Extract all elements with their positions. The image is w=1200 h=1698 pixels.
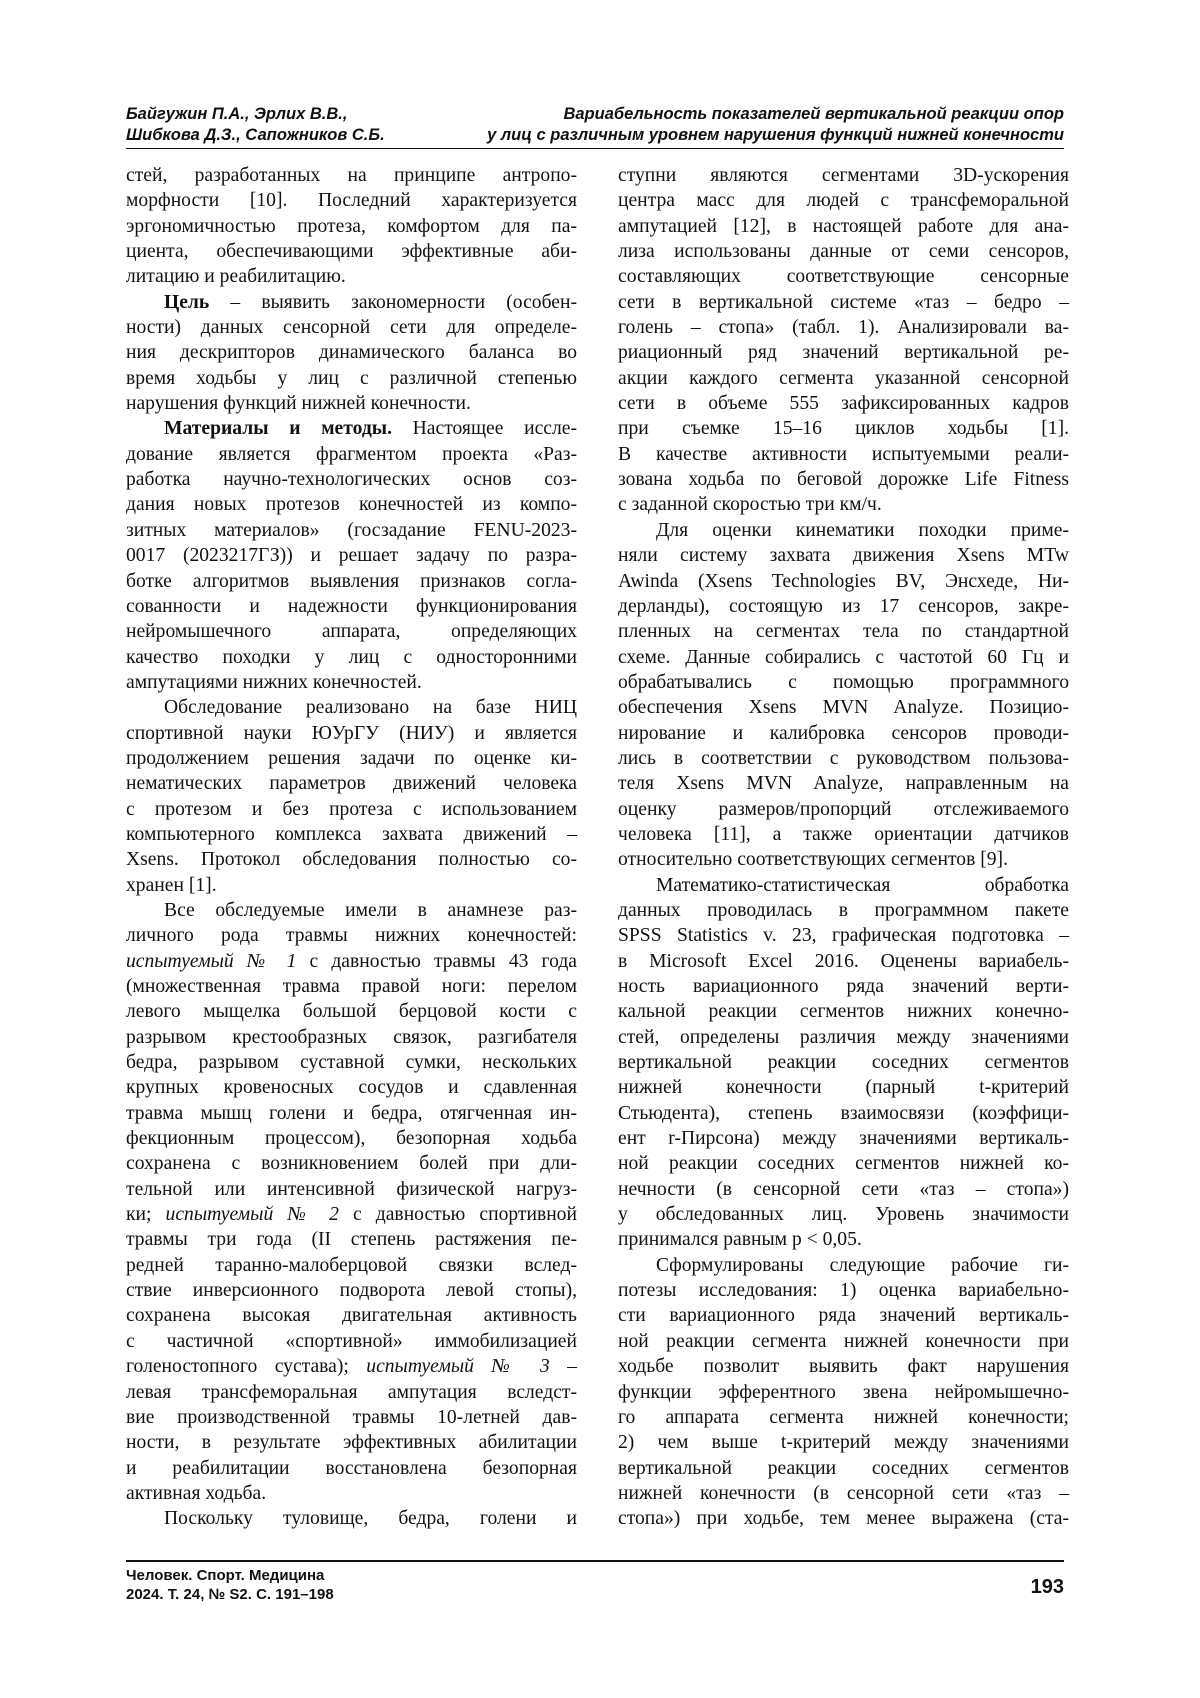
text-line-content: голеностопного сустава); — [126, 1356, 349, 1378]
text-line: сохранена высокая двигательная активность — [126, 1305, 577, 1327]
text-line: дерланды), состоящую из 17 сенсоров, закре- — [618, 595, 1069, 617]
text-line: потезы исследования: 1) оценка вариабельно- — [618, 1280, 1069, 1302]
text-line: данных проводилась в программном пакете — [618, 899, 1069, 921]
text-line: Awinda (Xsens Technologies BV, Энсхеде, Ни- — [618, 570, 1069, 592]
text-line: нечности (в сенсорной сети «таз – стопа») — [618, 1178, 1069, 1200]
text-line: дование является фрагментом проекта «Раз- — [126, 443, 577, 465]
text-line: ходьбе позволит выявить факт нарушения — [618, 1356, 1069, 1378]
text-line: редней таранно-малоберцовой связки вслед- — [126, 1254, 577, 1276]
text-line-content: – — [567, 1356, 577, 1378]
text-line: разрывом крестообразных связок, разгибателя — [126, 1026, 577, 1048]
footer-rule — [126, 1560, 1064, 1562]
text-line: крупных кровеносных сосудов и сдавленная — [126, 1077, 577, 1099]
text-line: ент r-Пирсона) между значениями вертикаль- — [618, 1128, 1069, 1150]
header-authors — [126, 104, 385, 146]
text-line: стопа») при ходьбе, тем менее выражена (ста- — [618, 1508, 1069, 1530]
footer-citation: 2024. Т. 24, № S2. С. 191–198 — [126, 1586, 334, 1603]
text-line: компьютерного комплекса захвата движений – — [126, 823, 577, 845]
goal-dash: – — [209, 291, 262, 313]
header-rule — [126, 148, 1064, 149]
text-line: акции каждого сегмента указанной сенсорной — [618, 367, 1069, 389]
text-line: (множественная травма правой ноги: перелом — [126, 976, 577, 997]
text-line: голень – стопа» (табл. 1). Анализировали ва- — [618, 317, 1069, 339]
text-line-content: с давностью спортивной — [352, 1204, 577, 1226]
text-line: обеспечения Xsens MVN Analyze. Позицио- — [618, 697, 1069, 719]
text-line — [126, 1202, 577, 1227]
subject-3-label: испытуемый № 3 — [366, 1356, 550, 1378]
text-line: вие производственной травмы 10-летней дав- — [126, 1406, 577, 1428]
text-line: ствие инверсионного подворота левой стопы), — [126, 1280, 577, 1302]
text-line: функции эфферентного звена нейромышечно- — [618, 1381, 1069, 1403]
text-line-content: ки; — [126, 1204, 152, 1226]
text-line: ступни являются сегментами 3D-ускорения — [618, 165, 1069, 186]
text-line: 0017 (2023217ГЗ)) и решает задачу по разра- — [126, 545, 577, 567]
text-line: активная ходьба. — [126, 1482, 267, 1504]
text-line: зитных материалов» (госзадание FENU-2023- — [126, 519, 577, 541]
text-line: центра масс для людей с трансфеморальной — [618, 190, 1069, 212]
header-authors-line2: Шибкова Д.З., Сапожников С.Б. — [126, 126, 385, 144]
goal-label: Цель — [164, 291, 210, 313]
text-line: нарушения функций нижней конечности. — [126, 393, 471, 415]
text-line — [126, 1354, 577, 1379]
text-line: морфности [10]. Последний характеризуется — [126, 190, 577, 212]
text-line: схеме. Данные собирались с частотой 60 Гц и — [618, 646, 1069, 668]
header-authors-line1: Байгужин П.А., Эрлих В.В., — [126, 105, 348, 123]
text-line: SPSS Statistics v. 23, графическая подготовка – — [618, 925, 1069, 947]
text-line: человека [11], а также ориентации датчиков — [618, 823, 1069, 845]
text-line: ность вариационного ряда значений верти- — [618, 976, 1069, 997]
text-line: нижней конечности (парный t-критерий — [618, 1077, 1069, 1099]
text-line: принимался равным p < 0,05. — [618, 1229, 862, 1251]
text-line: качество походки у лиц с односторонними — [126, 646, 577, 668]
methods-label: Материалы и методы. — [164, 418, 392, 440]
text-line: нирование и калибровка сенсоров проводи- — [618, 722, 1069, 744]
text-line-content: с давностью травмы 43 года — [309, 950, 577, 972]
text-line-content: выявить закономерности (особен- — [261, 291, 577, 313]
text-line: относительно соответствующих сегментов [9]. — [618, 849, 1008, 871]
text-line: с частичной «спортивной» иммобилизацией — [126, 1330, 577, 1352]
text-line: риационный ряд значений вертикальной ре- — [618, 342, 1069, 364]
text-line: продолжением решения задачи по оценке ки- — [126, 747, 577, 769]
text-line: няли систему захвата движения Xsens MTw — [618, 545, 1069, 567]
text-line: стей, разработанных на принципе антропо- — [126, 165, 577, 186]
text-line: стей, определены различия между значениями — [618, 1026, 1069, 1048]
right-column — [618, 163, 1069, 1532]
text-line: нейромышечного аппарата, определяющих — [126, 621, 577, 643]
text-line: ности) данных сенсорной сети для определе- — [126, 317, 577, 339]
text-line — [126, 949, 577, 974]
text-line: Все обследуемые имели в анамнезе раз- — [164, 899, 577, 921]
text-line: кальной реакции сегментов нижних конечно- — [618, 1001, 1069, 1023]
footer-journal-info — [126, 1566, 334, 1604]
text-line: и реабилитации восстановлена безопорная — [126, 1457, 577, 1479]
text-line: время ходьбы у лиц с различной степенью — [126, 367, 577, 389]
text-line: травма мышц голени и бедра, отягченная ин- — [126, 1102, 577, 1124]
text-line: сети в объеме 555 зафиксированных кадров — [618, 393, 1069, 415]
text-line: Xsens. Протокол обследования полностью со- — [126, 849, 577, 871]
text-line: ния дескрипторов динамического баланса во — [126, 342, 577, 364]
text-line: ной реакции сегмента нижней конечности при — [618, 1330, 1069, 1352]
text-line: Стьюдента), степень взаимосвязи (коэффици- — [618, 1102, 1069, 1124]
text-line: хранен [1]. — [126, 874, 217, 896]
text-line: теля Xsens MVN Analyze, направленным на — [618, 773, 1069, 795]
header-title-line1: Вариабельность показателей вертикальной реакции опор — [563, 105, 1064, 123]
text-line: с протезом и без протеза с использованием — [126, 798, 577, 820]
text-line: В качестве активности испытуемыми реали- — [618, 443, 1069, 465]
text-line: Математико-статистическая обработка — [656, 874, 1069, 896]
text-line: сованности и надежности функционирования — [126, 595, 577, 617]
text-line: ной реакции соседних сегментов нижней ко- — [618, 1153, 1069, 1175]
text-line: оценку размеров/пропорций отслеживаемого — [618, 798, 1069, 820]
text-line: обрабатывались с помощью программного — [618, 671, 1069, 693]
text-line: Сформулированы следующие рабочие ги- — [656, 1254, 1069, 1276]
text-line: сти вариационного ряда значений вертикаль- — [618, 1305, 1069, 1327]
text-line: 2) чем выше t-критерий между значениями — [618, 1432, 1069, 1454]
text-line: пленных на сегментах тела по стандартной — [618, 621, 1069, 643]
text-line: составляющих соответствующие сенсорные — [618, 266, 1069, 288]
text-line: дания новых протезов конечностей из компо- — [126, 494, 577, 516]
text-line: сохранена с возникновением болей при дли- — [126, 1153, 577, 1175]
header-title — [487, 104, 1064, 146]
text-line: работка научно-технологических основ соз- — [126, 469, 577, 491]
subject-1-label: испытуемый № 1 — [126, 950, 297, 972]
subject-2-label: испытуемый № 2 — [165, 1204, 339, 1226]
text-line: левого мыщелка большой берцовой кости с — [126, 1001, 577, 1023]
text-line: тельной или интенсивной физической нагруз- — [126, 1178, 577, 1200]
text-line: Поскольку туловище, бедра, голени и — [164, 1508, 577, 1530]
text-line — [126, 290, 577, 315]
text-line: лись в соответствии с руководством пользова- — [618, 747, 1069, 769]
text-line: зована ходьба по беговой дорожке Life Fitness — [618, 469, 1069, 491]
text-line: лиза использованы данные от семи сенсоров, — [618, 241, 1069, 263]
left-column — [126, 163, 577, 1532]
text-line: спортивной науки ЮУрГУ (НИУ) и является — [126, 722, 577, 744]
text-line: ности, в результате эффективных абилитации — [126, 1432, 577, 1454]
text-line: при съемке 15–16 циклов ходьбы [1]. — [618, 418, 1069, 440]
text-line: ампутацией [12], в настоящей работе для ана- — [618, 215, 1069, 237]
text-line: в Microsoft Excel 2016. Оценены вариабель- — [618, 950, 1069, 972]
text-line: нематических параметров движений человека — [126, 773, 577, 795]
text-line: го аппарата сегмента нижней конечности; — [618, 1406, 1069, 1428]
text-line: фекционным процессом), безопорная ходьба — [126, 1128, 577, 1150]
text-line: левая трансфеморальная ампутация вследст- — [126, 1381, 577, 1403]
text-line: у обследованных лиц. Уровень значимости — [618, 1204, 1069, 1226]
page-number: 193 — [1030, 1576, 1064, 1598]
text-line: ампутациями нижних конечностей. — [126, 671, 422, 693]
text-line: вертикальной реакции соседних сегментов — [618, 1052, 1069, 1074]
text-line: нижней конечности (в сенсорной сети «таз – — [618, 1482, 1069, 1504]
text-line: ботке алгоритмов выявления признаков согла- — [126, 570, 577, 592]
text-line: вертикальной реакции соседних сегментов — [618, 1457, 1069, 1479]
text-line-content: Настоящее иссле- — [412, 418, 577, 440]
header-title-line2: у лиц с различным уровнем нарушения функций нижней конечности — [487, 126, 1064, 144]
text-line: литацию и реабилитацию. — [126, 266, 346, 288]
text-line: бедра, разрывом суставной сумки, нескольких — [126, 1052, 577, 1074]
text-line: Для оценки кинематики походки приме- — [656, 519, 1069, 541]
text-line: сети в вертикальной системе «таз – бедро – — [618, 291, 1069, 313]
text-line: Обследование реализовано на базе НИЦ — [164, 697, 577, 719]
footer-journal-name: Человек. Спорт. Медицина — [126, 1567, 325, 1584]
text-line: циента, обеспечивающими эффективные аби- — [126, 241, 577, 263]
text-line: с заданной скоростью три км/ч. — [618, 494, 882, 516]
text-line: травмы три года (II степень растяжения пе- — [126, 1229, 577, 1251]
text-line — [126, 416, 577, 441]
text-line: личного рода травмы нижних конечностей: — [126, 925, 577, 947]
text-line: эргономичностью протеза, комфортом для па- — [126, 215, 577, 237]
